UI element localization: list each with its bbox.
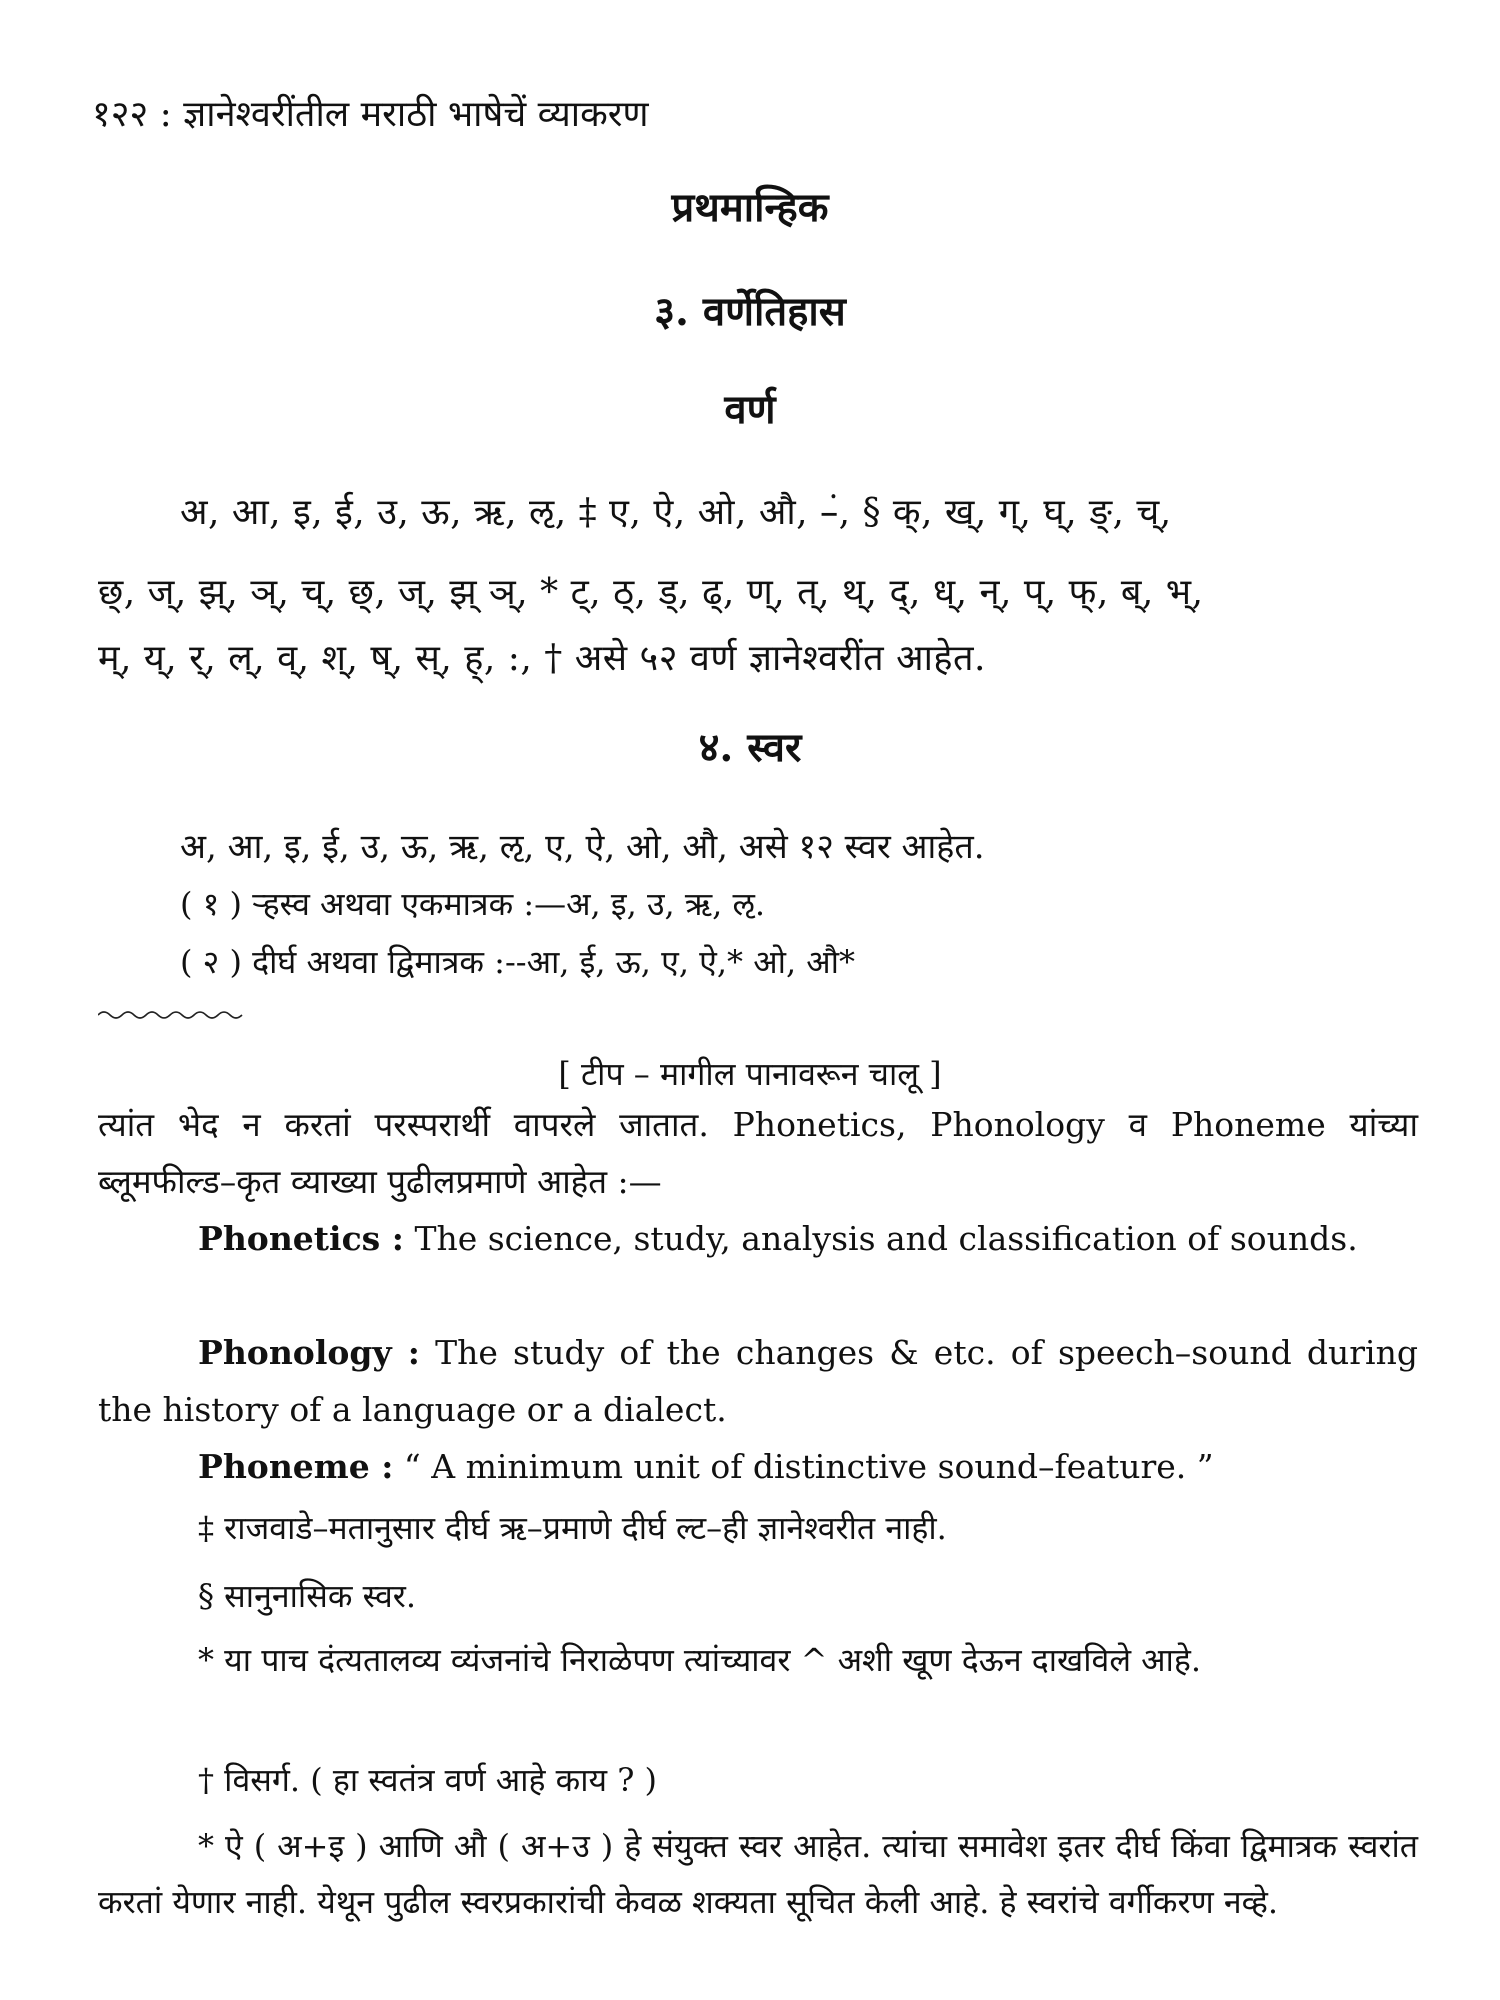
footnote-double-dagger: ‡ राजवाडे–मतानुसार दीर्घ ऋ–प्रमाणे दीर्घ ल्ट–ही ज्ञानेश्वरीत नाही. <box>198 1509 947 1547</box>
footnote-dagger: † विसर्ग. ( हा स्वतंत्र वर्ण आहे काय ? ) <box>198 1761 658 1799</box>
footnote-star-1: * या पाच दंत्यतालव्य व्यंजनांचे निराळेपण त्यांच्यावर ^ अशी खूण देऊन दाखविले आहे. <box>198 1641 1202 1679</box>
term-phonetics: Phonetics : <box>198 1219 404 1258</box>
definition-phoneme <box>98 1438 1418 1495</box>
definition-text-phonology: The study of the changes & etc. of speech–sound during the history of a language or a dialect. <box>98 1333 1418 1429</box>
term-phonology: Phonology : <box>198 1333 420 1372</box>
note-paragraph: त्यांत भेद न करतां परस्परार्थी वापरले जातात. Phonetics, Phonology व Phoneme यांच्या ब्लूमफील्ड–कृत व्याख्या पुढीलप्रमाणे आहेत :— <box>98 1105 1418 1201</box>
note-continuation-heading: [ टीप – मागील पानावरून चालू ] <box>558 1055 942 1093</box>
definition-phonology <box>98 1324 1418 1438</box>
subheading-varna: वर्ण <box>724 386 776 433</box>
varna-line-3: म्, य्, र्, ल्, व्, श्, ष्, स्, ह्, :, † असे ५२ वर्ण ज्ञानेश्वरींत आहेत. <box>98 638 986 679</box>
definition-phonetics <box>98 1210 1418 1267</box>
running-head: १२२ : ज्ञानेश्वरींतील मराठी भाषेचें व्याकरण <box>92 94 649 135</box>
svar-dirgha-line: ( २ ) दीर्घ अथवा द्विमात्रक :--आ, ई, ऊ, ए, ऐ,* ओ, औ* <box>180 943 856 981</box>
chapter-heading-varnetihas: ३. वर्णेतिहास <box>654 288 846 335</box>
svar-list-line: अ, आ, इ, ई, उ, ऊ, ऋ, ऌ, ए, ऐ, ओ, औ, असे १२ स्वर आहेत. <box>180 827 985 867</box>
footnote-section: § सानुनासिक स्वर. <box>198 1577 417 1615</box>
chapter-heading-svar: ४. स्वर <box>698 724 802 771</box>
definition-text-phonetics: The science, study, analysis and classification of sounds. <box>414 1219 1358 1258</box>
svar-hrasva-line: ( १ ) ऱ्हस्व अथवा एकमात्रक :—अ, इ, उ, ऋ, ऌ. <box>180 885 766 923</box>
section-heading-prathamanhik: प्रथमान्हिक <box>671 184 829 231</box>
footnote-separator-rule <box>98 1008 248 1022</box>
term-phoneme: Phoneme : <box>198 1447 394 1486</box>
varna-line-1: अ, आ, इ, ई, उ, ऊ, ऋ, ऌ, ‡ ए, ऐ, ओ, औ, –ं, § क्, ख्, ग्, घ्, ङ्, च्, <box>180 492 1172 533</box>
varna-line-2: छ्, ज्, झ्, ञ्, च्, छ्, ज्, झ् ञ्, * ट्, ठ्, ड्, ढ्, ण्, त्, थ्, द्, ध्, न्, प्, फ्, ब्, भ्, <box>98 572 1204 613</box>
definition-text-phoneme: “ A minimum unit of distinctive sound–feature. ” <box>403 1447 1214 1486</box>
footnote-star-2: * ऐ ( अ+इ ) आणि औ ( अ+उ ) हे संयुक्त स्वर आहेत. त्यांचा समावेश इतर दीर्घ किंवा द्विमात्रक स्वरांत करतां येणार नाही. येथून पुढील स्वरप्रकारांची केवळ शक्यता सूचित केली आहे. हे स्वरांचे वर्गीकरण नव्हे. <box>98 1827 1418 1921</box>
